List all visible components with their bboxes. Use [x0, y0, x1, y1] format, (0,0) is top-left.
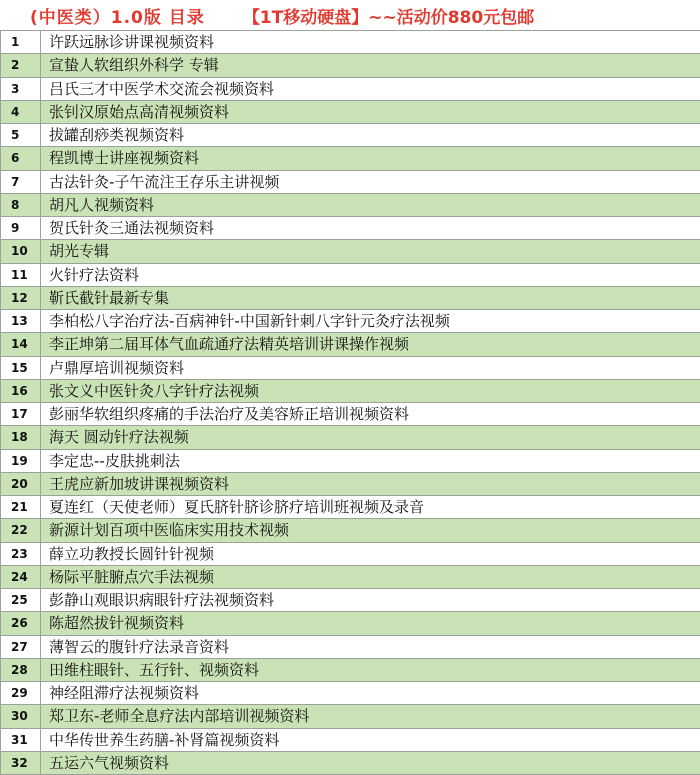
row-title: 五运六气视频资料 — [41, 751, 700, 774]
row-number: 2 — [1, 54, 41, 77]
table-row — [1, 310, 700, 333]
row-number: 6 — [1, 147, 41, 170]
row-title: 宣蛰人软组织外科学 专辑 — [41, 54, 700, 77]
row-number: 27 — [1, 635, 41, 658]
table-row — [1, 519, 700, 542]
row-number: 30 — [1, 705, 41, 728]
row-number: 9 — [1, 217, 41, 240]
catalog-table-body — [1, 31, 700, 775]
row-number: 29 — [1, 682, 41, 705]
table-row — [1, 472, 700, 495]
table-row — [1, 54, 700, 77]
row-number: 20 — [1, 472, 41, 495]
table-row — [1, 193, 700, 216]
row-number: 3 — [1, 77, 41, 100]
row-title: 火针疗法资料 — [41, 263, 700, 286]
row-title: 中华传世养生药膳-补肾篇视频资料 — [41, 728, 700, 751]
table-row — [1, 217, 700, 240]
row-number: 13 — [1, 310, 41, 333]
table-row — [1, 658, 700, 681]
row-title: 胡光专辑 — [41, 240, 700, 263]
table-row — [1, 589, 700, 612]
row-number: 5 — [1, 124, 41, 147]
row-title: 神经阻滞疗法视频资料 — [41, 682, 700, 705]
row-number: 31 — [1, 728, 41, 751]
row-number: 17 — [1, 403, 41, 426]
row-number: 18 — [1, 426, 41, 449]
row-number: 23 — [1, 542, 41, 565]
row-number: 10 — [1, 240, 41, 263]
row-title: 杨际平脏腑点穴手法视频 — [41, 565, 700, 588]
row-title: 李柏松八字治疗法-百病神针-中国新针刺八字针元灸疗法视频 — [41, 310, 700, 333]
row-number: 32 — [1, 751, 41, 774]
row-title: 胡凡人视频资料 — [41, 193, 700, 216]
table-row — [1, 170, 700, 193]
table-row — [1, 31, 700, 54]
row-number: 1 — [1, 31, 41, 54]
row-title: 彭静山观眼识病眼针疗法视频资料 — [41, 589, 700, 612]
row-title: 拔罐刮痧类视频资料 — [41, 124, 700, 147]
table-row — [1, 356, 700, 379]
row-title: 彭丽华软组织疼痛的手法治疗及美容矫正培训视频资料 — [41, 403, 700, 426]
promo-text: 【1T移动硬盘】~~活动价880元包邮 — [243, 3, 534, 28]
row-title: 海天 圆动针疗法视频 — [41, 426, 700, 449]
table-row — [1, 426, 700, 449]
row-title: 夏连红（天使老师）夏氏脐针脐诊脐疗培训班视频及录音 — [41, 496, 700, 519]
table-row — [1, 751, 700, 774]
table-row — [1, 705, 700, 728]
row-title: 靳氏截针最新专集 — [41, 286, 700, 309]
row-title: 张钊汉原始点高清视频资料 — [41, 100, 700, 123]
row-number: 8 — [1, 193, 41, 216]
row-title: 张文义中医针灸八字针疗法视频 — [41, 379, 700, 402]
table-row — [1, 147, 700, 170]
row-title: 田维柱眼针、五行针、视频资料 — [41, 658, 700, 681]
table-row — [1, 542, 700, 565]
row-number: 26 — [1, 612, 41, 635]
row-number: 7 — [1, 170, 41, 193]
row-title: 卢鼎厚培训视频资料 — [41, 356, 700, 379]
catalog-table — [0, 30, 700, 775]
table-row — [1, 77, 700, 100]
table-row — [1, 565, 700, 588]
row-number: 28 — [1, 658, 41, 681]
table-row — [1, 124, 700, 147]
row-title: 薄智云的腹针疗法录音资料 — [41, 635, 700, 658]
row-number: 19 — [1, 449, 41, 472]
table-row — [1, 403, 700, 426]
table-row — [1, 263, 700, 286]
table-row — [1, 240, 700, 263]
row-title: 薛立功教授长圆针针视频 — [41, 542, 700, 565]
row-title: 郑卫东-老师全息疗法内部培训视频资料 — [41, 705, 700, 728]
row-title: 许跃远脉诊讲课视频资料 — [41, 31, 700, 54]
row-title: 李正坤第二届耳体气血疏通疗法精英培训讲课操作视频 — [41, 333, 700, 356]
table-row — [1, 449, 700, 472]
row-number: 21 — [1, 496, 41, 519]
row-number: 12 — [1, 286, 41, 309]
table-row — [1, 379, 700, 402]
row-title: 古法针灸-子午流注王存乐主讲视频 — [41, 170, 700, 193]
table-row — [1, 286, 700, 309]
row-title: 吕氏三才中医学术交流会视频资料 — [41, 77, 700, 100]
table-row — [1, 612, 700, 635]
row-number: 25 — [1, 589, 41, 612]
table-row — [1, 728, 700, 751]
row-title: 贺氏针灸三通法视频资料 — [41, 217, 700, 240]
table-row — [1, 496, 700, 519]
row-number: 16 — [1, 379, 41, 402]
row-title: 程凯博士讲座视频资料 — [41, 147, 700, 170]
row-number: 4 — [1, 100, 41, 123]
row-number: 11 — [1, 263, 41, 286]
row-number: 15 — [1, 356, 41, 379]
table-row — [1, 333, 700, 356]
row-title: 王虎应新加坡讲课视频资料 — [41, 472, 700, 495]
row-number: 14 — [1, 333, 41, 356]
table-row — [1, 682, 700, 705]
row-number: 22 — [1, 519, 41, 542]
table-row — [1, 635, 700, 658]
catalog-header — [0, 0, 700, 30]
catalog-title: (中医类）1.0版 目录 — [0, 3, 205, 28]
table-row — [1, 100, 700, 123]
row-number: 24 — [1, 565, 41, 588]
row-title: 新源计划百项中医临床实用技术视频 — [41, 519, 700, 542]
row-title: 陈超然拔针视频资料 — [41, 612, 700, 635]
row-title: 李定忠--皮肤挑刺法 — [41, 449, 700, 472]
